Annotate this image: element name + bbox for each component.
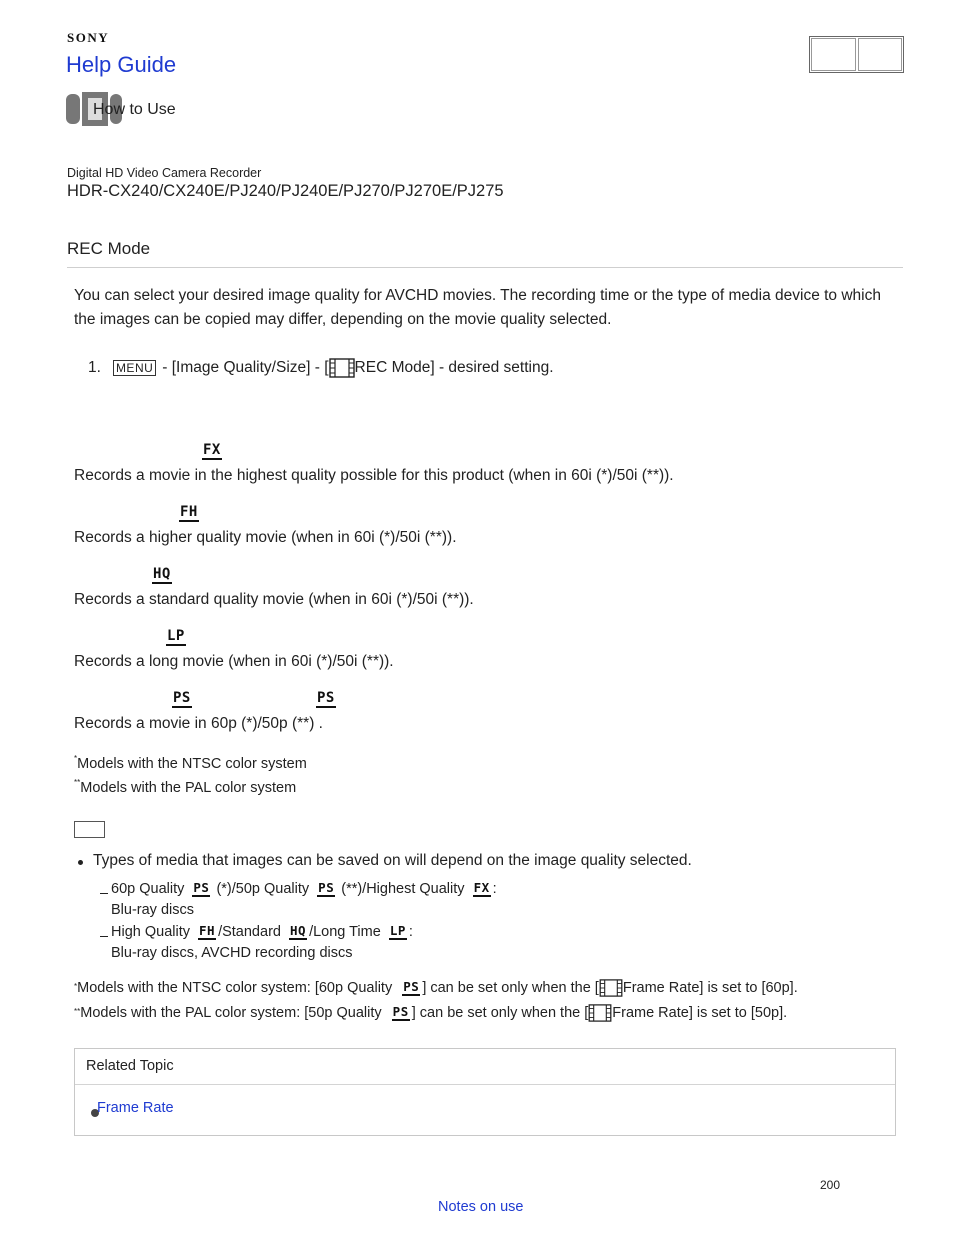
- ps-50p-quality-icon: PS: [317, 690, 335, 706]
- notes-on-use-link[interactable]: Notes on use: [438, 1199, 524, 1215]
- footnote-pal: **Models with the PAL color system: [74, 778, 297, 796]
- related-topic-header: [75, 1049, 895, 1085]
- step-1: [88, 358, 554, 378]
- ps-50p-quality-icon: PS: [318, 880, 335, 895]
- sony-logo: SONY: [67, 30, 110, 45]
- fh-quality-icon: FH: [199, 923, 216, 938]
- frame-note-ntsc: * Models with the NTSC color system: [60p Quality PS ] can be set only when the [ Frame Rate] is set to [60p].: [74, 979, 798, 996]
- step-text-b: REC Mode] - desired setting.: [354, 359, 554, 376]
- lp-quality-icon: LP: [167, 628, 185, 644]
- help-guide-link[interactable]: Help Guide: [66, 52, 177, 77]
- title-divider: [67, 267, 903, 268]
- bullet-icon: [78, 860, 83, 865]
- related-topic-title: Related Topic: [86, 1058, 174, 1074]
- fx-quality-icon: FX: [203, 442, 221, 458]
- note-sub-item-1-media: Blu-ray discs: [111, 902, 194, 918]
- product-name: Digital HD Video Camera Recorder: [67, 166, 262, 180]
- hq-quality-icon: HQ: [290, 923, 307, 938]
- dash-icon: [100, 893, 108, 894]
- ps-50p-quality-icon: PS: [392, 1004, 409, 1019]
- note-sub-item-1: 60p Quality PS (*)/50p Quality PS (**)/Highest Quality FX :: [100, 881, 497, 897]
- frame-note-pal: ** Models with the PAL color system: [50p Quality PS ] can be set only when the [ Frame Rate] is set to [50p].: [74, 1004, 788, 1021]
- lp-description: Records a long movie (when in 60i (*)/50i (**)).: [74, 653, 394, 670]
- nav-buttons: [809, 36, 904, 73]
- footnote-ntsc: *Models with the NTSC color system: [74, 754, 307, 772]
- intro-paragraph: You can select your desired image quality for AVCHD movies. The recording time or the type of media device to which the images can be copied may differ, depending on the movie quality selected.: [74, 287, 881, 328]
- step-text-a: - [Image Quality/Size] - [: [162, 359, 329, 376]
- hq-description: Records a standard quality movie (when in 60i (*)/50i (**)).: [74, 591, 474, 608]
- fx-quality-icon: FX: [473, 880, 490, 895]
- ps-60p-quality-icon: PS: [403, 979, 420, 994]
- film-icon: [329, 358, 355, 378]
- note-sub-item-2-media: Blu-ray discs, AVCHD recording discs: [111, 945, 353, 961]
- model-numbers: HDR-CX240/CX240E/PJ240/PJ240E/PJ270/PJ270E/PJ275: [67, 182, 504, 200]
- note-sub-item-2: High Quality FH /Standard HQ /Long Time LP :: [100, 924, 413, 940]
- ps-description: Records a movie in 60p (*)/50p (**) .: [74, 715, 323, 732]
- film-icon: [599, 979, 623, 997]
- fh-description: Records a higher quality movie (when in 60i (*)/50i (**)).: [74, 529, 457, 546]
- page-title: REC Mode: [67, 239, 151, 258]
- prev-page-button[interactable]: [811, 38, 856, 71]
- lp-quality-icon: LP: [389, 923, 406, 938]
- menu-key-icon: MENU: [113, 360, 156, 376]
- ps-60p-quality-icon: PS: [173, 690, 191, 706]
- page-number: 200: [820, 1178, 841, 1192]
- frame-rate-link[interactable]: Frame Rate: [97, 1100, 174, 1116]
- next-page-button[interactable]: [858, 38, 903, 71]
- step-number: 1.: [88, 359, 101, 376]
- dash-icon: [100, 936, 108, 937]
- film-icon: [588, 1004, 612, 1022]
- related-topic-box: [74, 1048, 896, 1136]
- ps-60p-quality-icon: PS: [193, 880, 210, 895]
- fh-quality-icon: FH: [180, 504, 198, 520]
- how-to-use-label: How to Use: [93, 101, 176, 118]
- note-bullet: Types of media that images can be saved on will depend on the image quality selected.: [93, 852, 692, 869]
- note-icon: [74, 821, 105, 838]
- fx-description: Records a movie in the highest quality possible for this product (when in 60i (*)/50i (**)).: [74, 467, 674, 484]
- hq-quality-icon: HQ: [153, 566, 171, 582]
